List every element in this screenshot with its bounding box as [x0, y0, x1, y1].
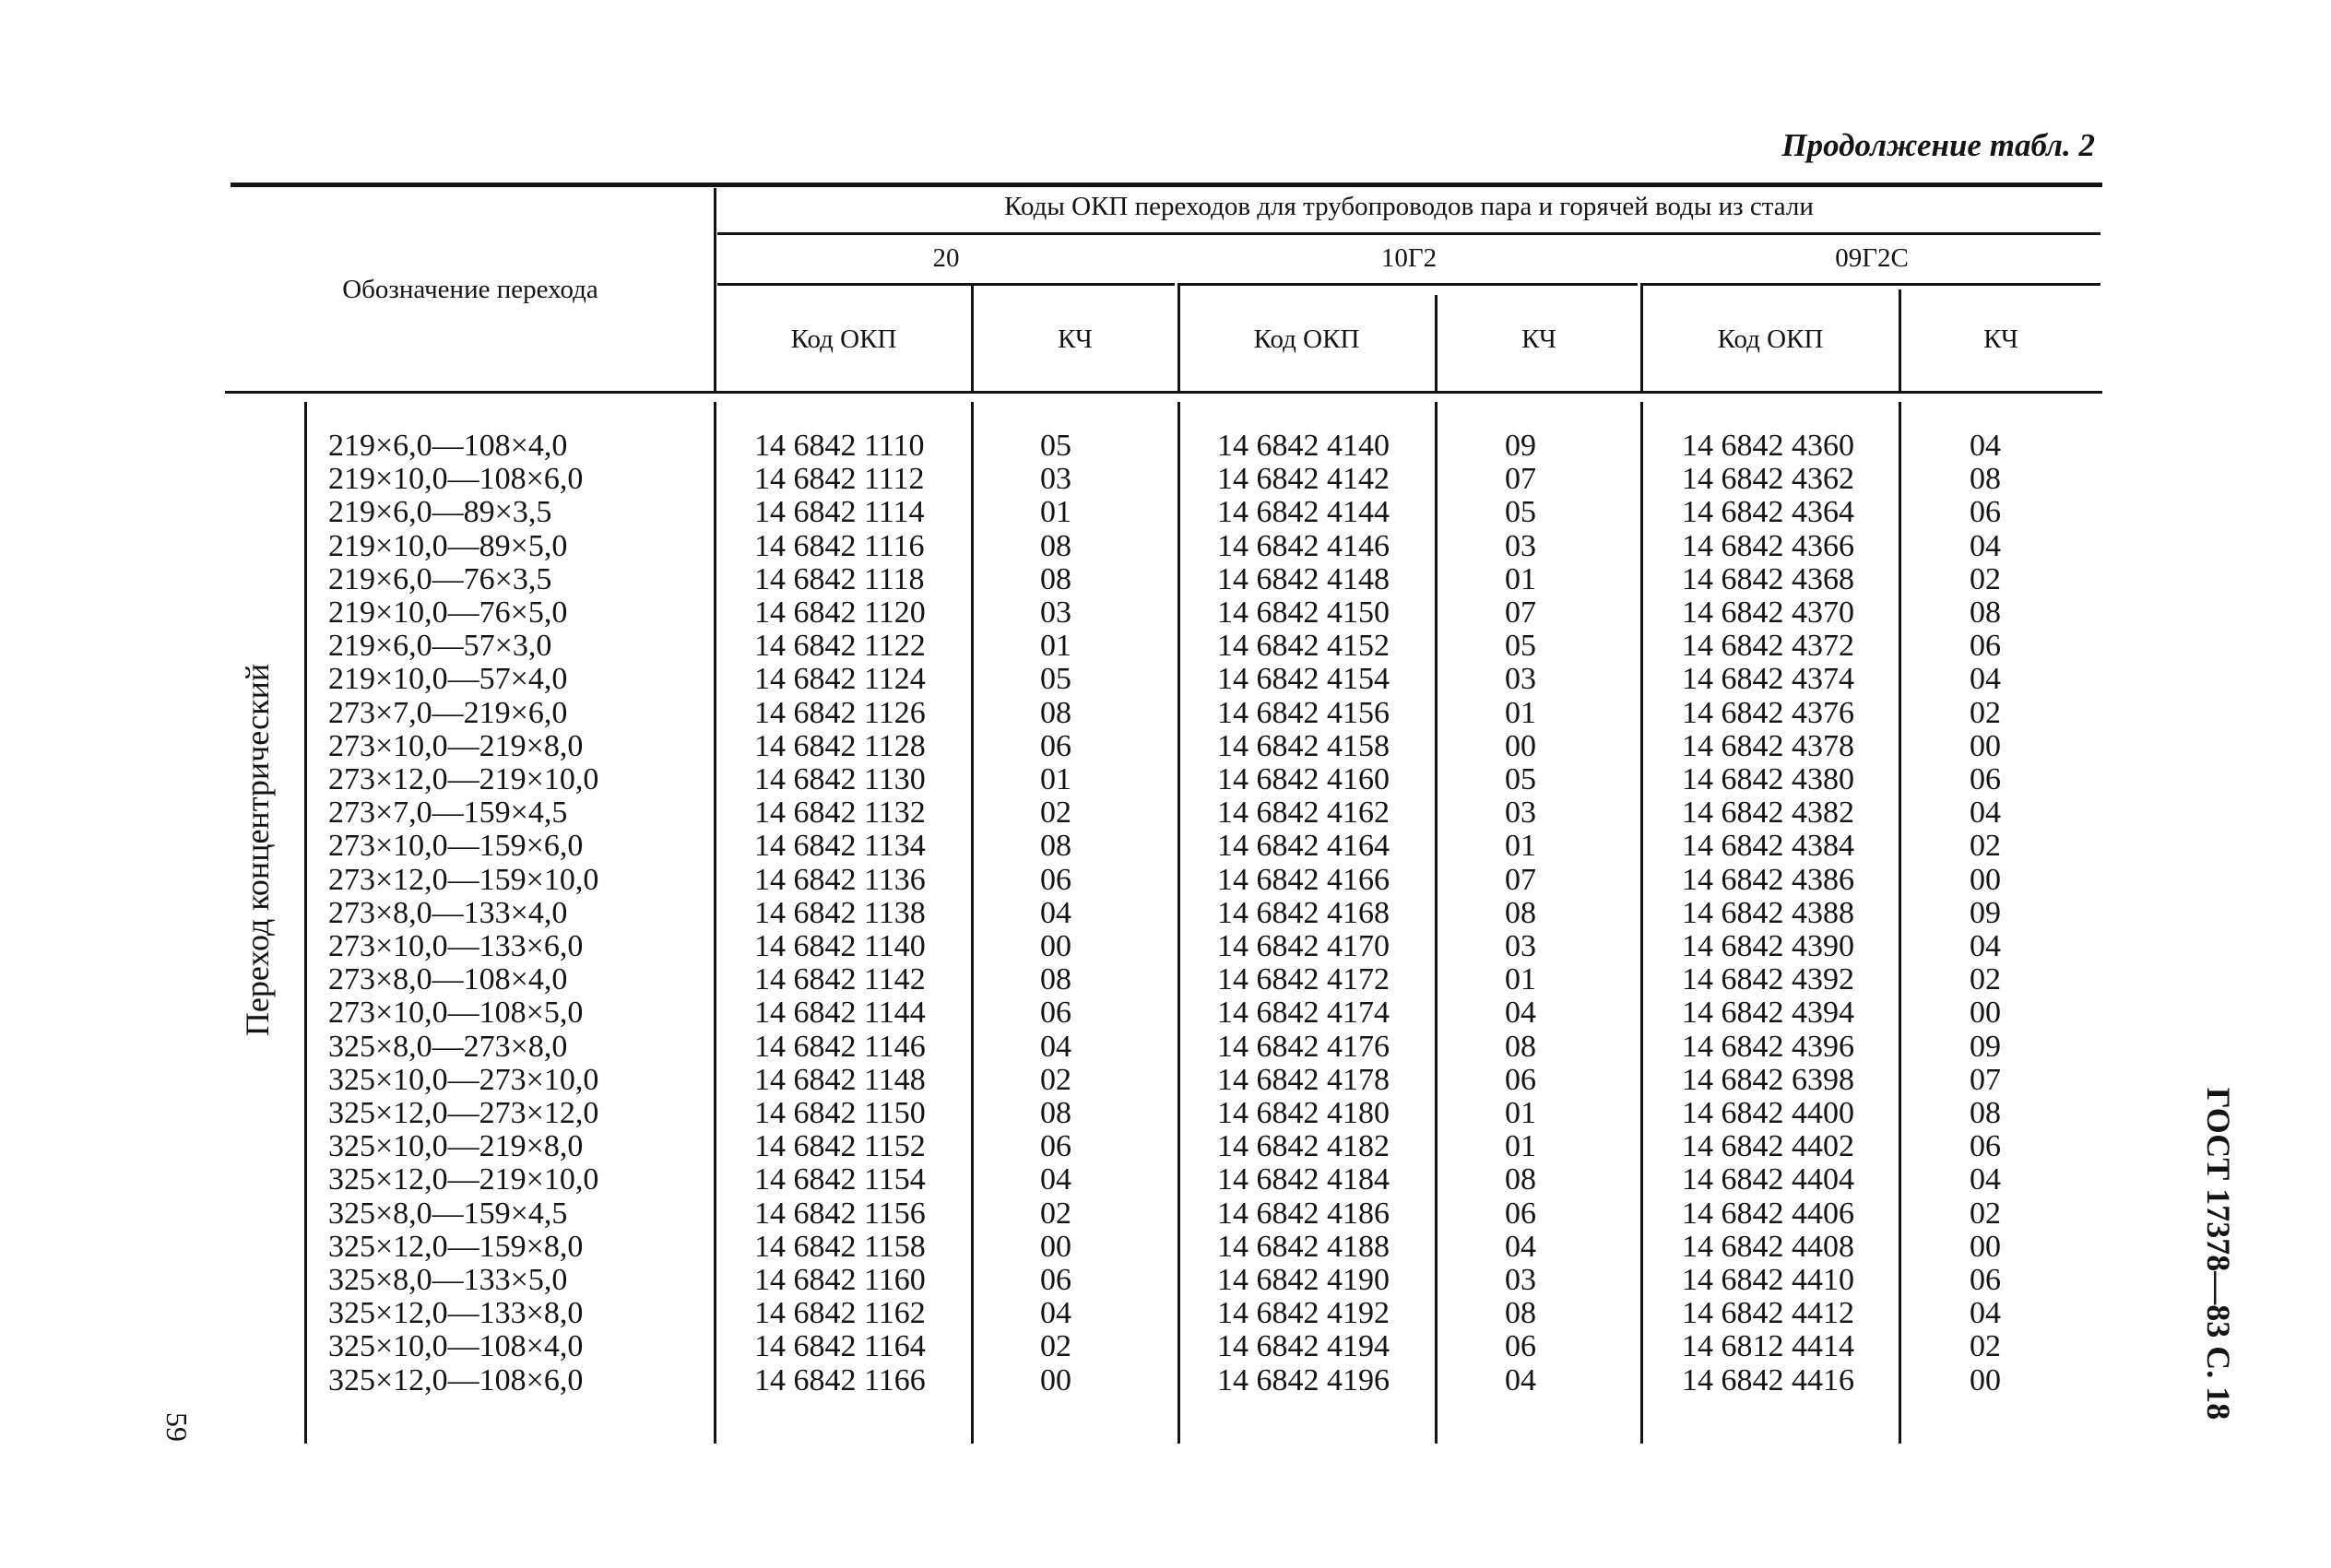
header-rule-steel3	[1643, 283, 2100, 286]
header-kch-3: КЧ	[1983, 324, 2018, 354]
header-steel-20: 20	[932, 243, 960, 273]
cell-kch-09g2s: 02	[1970, 1329, 2001, 1364]
cell-kch-20: 01	[1040, 495, 1071, 530]
table-top-rule	[231, 183, 2102, 187]
cell-code-09g2s: 14 6842 4412	[1682, 1296, 1854, 1331]
cell-kch-09g2s: 04	[1970, 528, 2001, 563]
col-divider-body-3	[1435, 402, 1438, 1444]
cell-code-20: 14 6842 1166	[754, 1362, 926, 1397]
cell-code-20: 14 6842 1114	[754, 495, 925, 530]
cell-code-20: 14 6842 1118	[754, 561, 925, 596]
cell-code-09g2s: 14 6842 4390	[1682, 929, 1854, 963]
cell-code-09g2s: 14 6842 4388	[1682, 895, 1854, 930]
cell-code-09g2s: 14 6842 4416	[1682, 1362, 1854, 1397]
col-divider-body-4	[1640, 402, 1643, 1444]
cell-code-09g2s: 14 6842 4374	[1682, 662, 1854, 697]
cell-kch-10g2: 09	[1505, 429, 1536, 463]
cell-kch-10g2: 01	[1505, 829, 1536, 864]
cell-kch-10g2: 08	[1505, 1296, 1536, 1331]
cell-kch-09g2s: 04	[1970, 662, 2001, 697]
header-group-title: Коды ОКП переходов для трубопроводов пара и горячей воды из стали	[1004, 192, 1814, 221]
cell-designation: 219×10,0—108×6,0	[328, 462, 584, 497]
cell-code-10g2: 14 6842 4196	[1217, 1362, 1390, 1397]
cell-designation: 219×10,0—76×5,0	[328, 595, 568, 630]
cell-kch-09g2s: 06	[1970, 629, 2001, 664]
cell-code-20: 14 6842 1136	[754, 862, 926, 897]
cell-kch-10g2: 06	[1505, 1329, 1536, 1364]
cell-designation: 219×6,0—76×3,5	[328, 561, 552, 596]
header-code-3: Код ОКП	[1717, 324, 1824, 354]
cell-designation: 219×6,0—89×3,5	[328, 495, 552, 530]
cell-kch-20: 00	[1040, 1362, 1071, 1397]
cell-kch-20: 02	[1040, 1329, 1071, 1364]
cell-designation: 325×8,0—133×5,0	[328, 1263, 568, 1297]
cell-kch-20: 00	[1040, 1229, 1071, 1264]
cell-code-20: 14 6842 1120	[754, 595, 926, 630]
cell-designation: 325×10,0—108×4,0	[328, 1329, 584, 1364]
cell-code-09g2s: 14 6842 4384	[1682, 829, 1854, 864]
cell-designation: 273×10,0—159×6,0	[328, 829, 584, 864]
cell-code-20: 14 6842 1116	[754, 528, 925, 563]
cell-code-20: 14 6842 1164	[754, 1329, 926, 1364]
cell-code-09g2s: 14 6842 4382	[1682, 796, 1854, 831]
cell-code-20: 14 6842 1160	[754, 1263, 926, 1297]
header-rule-steel1	[717, 283, 1175, 286]
cell-kch-20: 04	[1040, 1029, 1071, 1064]
side-label: Переход концентрический	[239, 663, 276, 1037]
cell-kch-09g2s: 04	[1970, 929, 2001, 963]
cell-code-20: 14 6842 1154	[754, 1162, 926, 1197]
cell-designation: 273×8,0—108×4,0	[328, 962, 568, 997]
cell-kch-20: 01	[1040, 762, 1071, 796]
cell-code-10g2: 14 6842 4150	[1217, 595, 1390, 630]
cell-code-09g2s: 14 6812 4414	[1682, 1329, 1854, 1364]
cell-code-20: 14 6842 1148	[754, 1062, 926, 1097]
cell-designation: 325×8,0—273×8,0	[328, 1029, 568, 1064]
cell-kch-20: 08	[1040, 829, 1071, 864]
cell-kch-09g2s: 02	[1970, 829, 2001, 864]
cell-kch-20: 06	[1040, 1263, 1071, 1297]
cell-designation: 219×10,0—89×5,0	[328, 528, 568, 563]
cell-code-20: 14 6842 1110	[754, 429, 925, 463]
cell-code-09g2s: 14 6842 4362	[1682, 462, 1854, 497]
cell-code-20: 14 6842 1130	[754, 762, 926, 796]
cell-designation: 273×10,0—133×6,0	[328, 929, 584, 963]
col-divider-body-2	[1177, 402, 1180, 1444]
cell-code-10g2: 14 6842 4178	[1217, 1062, 1390, 1097]
cell-code-09g2s: 14 6842 4360	[1682, 429, 1854, 463]
cell-designation: 273×12,0—219×10,0	[328, 762, 599, 796]
cell-designation: 273×8,0—133×4,0	[328, 895, 568, 930]
cell-code-20: 14 6842 1126	[754, 695, 926, 730]
cell-code-10g2: 14 6842 4162	[1217, 796, 1390, 831]
cell-code-10g2: 14 6842 4180	[1217, 1096, 1390, 1130]
cell-code-10g2: 14 6842 4154	[1217, 662, 1390, 697]
cell-kch-20: 08	[1040, 561, 1071, 596]
cell-code-10g2: 14 6842 4160	[1217, 762, 1390, 796]
cell-kch-09g2s: 04	[1970, 796, 2001, 831]
cell-code-09g2s: 14 6842 4402	[1682, 1129, 1854, 1164]
cell-code-10g2: 14 6842 4156	[1217, 695, 1390, 730]
cell-kch-09g2s: 04	[1970, 1296, 2001, 1331]
cell-code-20: 14 6842 1140	[754, 929, 926, 963]
cell-kch-20: 02	[1040, 1062, 1071, 1097]
cell-designation: 219×6,0—108×4,0	[328, 429, 568, 463]
cell-designation: 273×7,0—159×4,5	[328, 796, 568, 831]
cell-kch-09g2s: 06	[1970, 762, 2001, 796]
cell-code-20: 14 6842 1138	[754, 895, 926, 930]
cell-kch-10g2: 01	[1505, 695, 1536, 730]
cell-code-10g2: 14 6842 4188	[1217, 1229, 1390, 1264]
cell-code-09g2s: 14 6842 4372	[1682, 629, 1854, 664]
cell-kch-09g2s: 02	[1970, 695, 2001, 730]
cell-designation: 273×12,0—159×10,0	[328, 862, 599, 897]
cell-kch-10g2: 08	[1505, 895, 1536, 930]
cell-code-10g2: 14 6842 4146	[1217, 528, 1390, 563]
table-caption: Продолжение табл. 2	[1781, 127, 2095, 163]
cell-code-10g2: 14 6842 4182	[1217, 1129, 1390, 1164]
cell-code-10g2: 14 6842 4184	[1217, 1162, 1390, 1197]
cell-kch-09g2s: 02	[1970, 962, 2001, 997]
cell-kch-09g2s: 08	[1970, 462, 2001, 497]
cell-kch-09g2s: 04	[1970, 1162, 2001, 1197]
cell-code-09g2s: 14 6842 4378	[1682, 728, 1854, 763]
cell-kch-10g2: 07	[1505, 595, 1536, 630]
cell-code-10g2: 14 6842 4190	[1217, 1263, 1390, 1297]
header-rule-group	[717, 232, 2100, 235]
cell-code-09g2s: 14 6842 6398	[1682, 1062, 1854, 1097]
cell-kch-20: 01	[1040, 629, 1071, 664]
header-steel-09g2s: 09Г2С	[1835, 243, 1909, 273]
cell-kch-10g2: 04	[1505, 1362, 1536, 1397]
cell-code-09g2s: 14 6842 4386	[1682, 862, 1854, 897]
cell-kch-09g2s: 09	[1970, 1029, 2001, 1064]
cell-code-20: 14 6842 1152	[754, 1129, 926, 1164]
cell-code-10g2: 14 6842 4158	[1217, 728, 1390, 763]
cell-kch-09g2s: 00	[1970, 862, 2001, 897]
cell-code-09g2s: 14 6842 4396	[1682, 1029, 1854, 1064]
cell-designation: 325×12,0—133×8,0	[328, 1296, 584, 1331]
cell-kch-09g2s: 00	[1970, 996, 2001, 1031]
cell-kch-10g2: 03	[1505, 528, 1536, 563]
cell-kch-20: 02	[1040, 796, 1071, 831]
header-designation: Обозначение перехода	[342, 275, 598, 304]
cell-code-10g2: 14 6842 4166	[1217, 862, 1390, 897]
cell-kch-20: 08	[1040, 1096, 1071, 1130]
col-divider-body-side	[304, 402, 307, 1444]
cell-designation: 219×6,0—57×3,0	[328, 629, 552, 664]
cell-designation: 273×10,0—108×5,0	[328, 996, 584, 1031]
cell-kch-20: 06	[1040, 1129, 1071, 1164]
cell-code-20: 14 6842 1132	[754, 796, 926, 831]
cell-designation: 325×8,0—159×4,5	[328, 1196, 568, 1231]
cell-designation: 325×12,0—219×10,0	[328, 1162, 599, 1197]
cell-kch-09g2s: 02	[1970, 561, 2001, 596]
header-kch-1: КЧ	[1058, 324, 1093, 354]
cell-code-09g2s: 14 6842 4408	[1682, 1229, 1854, 1264]
cell-kch-20: 02	[1040, 1196, 1071, 1231]
header-bottom-rule	[225, 391, 2102, 394]
col-divider-header-0	[714, 188, 716, 391]
cell-code-09g2s: 14 6842 4364	[1682, 495, 1854, 530]
cell-designation: 273×10,0—219×8,0	[328, 728, 584, 763]
cell-code-09g2s: 14 6842 4410	[1682, 1263, 1854, 1297]
cell-designation: 325×12,0—273×12,0	[328, 1096, 599, 1130]
cell-kch-20: 06	[1040, 728, 1071, 763]
header-code-1: Код ОКП	[790, 324, 897, 354]
cell-code-20: 14 6842 1122	[754, 629, 926, 664]
cell-kch-10g2: 06	[1505, 1062, 1536, 1097]
cell-code-09g2s: 14 6842 4366	[1682, 528, 1854, 563]
cell-kch-20: 00	[1040, 929, 1071, 963]
cell-kch-10g2: 03	[1505, 929, 1536, 963]
cell-kch-10g2: 00	[1505, 728, 1536, 763]
cell-kch-09g2s: 06	[1970, 1263, 2001, 1297]
cell-code-09g2s: 14 6842 4404	[1682, 1162, 1854, 1197]
cell-kch-09g2s: 00	[1970, 728, 2001, 763]
cell-kch-10g2: 04	[1505, 996, 1536, 1031]
cell-designation: 219×10,0—57×4,0	[328, 662, 568, 697]
cell-kch-09g2s: 00	[1970, 1362, 2001, 1397]
cell-code-20: 14 6842 1128	[754, 728, 926, 763]
cell-kch-10g2: 08	[1505, 1029, 1536, 1064]
cell-code-10g2: 14 6842 4186	[1217, 1196, 1390, 1231]
cell-code-20: 14 6842 1124	[754, 662, 926, 697]
cell-kch-20: 05	[1040, 429, 1071, 463]
cell-designation: 325×12,0—159×8,0	[328, 1229, 584, 1264]
cell-kch-09g2s: 07	[1970, 1062, 2001, 1097]
cell-kch-10g2: 03	[1505, 662, 1536, 697]
cell-code-10g2: 14 6842 4176	[1217, 1029, 1390, 1064]
cell-code-09g2s: 14 6842 4392	[1682, 962, 1854, 997]
cell-designation: 273×7,0—219×6,0	[328, 695, 568, 730]
cell-code-10g2: 14 6842 4194	[1217, 1329, 1390, 1364]
cell-kch-10g2: 01	[1505, 1129, 1536, 1164]
cell-kch-10g2: 01	[1505, 1096, 1536, 1130]
cell-kch-20: 08	[1040, 695, 1071, 730]
cell-kch-20: 08	[1040, 528, 1071, 563]
cell-kch-10g2: 05	[1505, 629, 1536, 664]
cell-code-10g2: 14 6842 4140	[1217, 429, 1390, 463]
standard-label: ГОСТ 17378—83 С. 18	[2200, 1087, 2237, 1421]
cell-code-10g2: 14 6842 4142	[1217, 462, 1390, 497]
cell-code-10g2: 14 6842 4170	[1217, 929, 1390, 963]
cell-code-09g2s: 14 6842 4370	[1682, 595, 1854, 630]
cell-code-10g2: 14 6842 4152	[1217, 629, 1390, 664]
cell-designation: 325×10,0—273×10,0	[328, 1062, 599, 1097]
cell-code-20: 14 6842 1158	[754, 1229, 926, 1264]
cell-code-20: 14 6842 1150	[754, 1096, 926, 1130]
cell-code-20: 14 6842 1144	[754, 996, 926, 1031]
cell-kch-10g2: 04	[1505, 1229, 1536, 1264]
cell-kch-20: 04	[1040, 1162, 1071, 1197]
header-steel-10g2: 10Г2	[1380, 243, 1438, 273]
col-divider-body-5	[1899, 402, 1901, 1444]
cell-code-20: 14 6842 1112	[754, 462, 925, 497]
cell-kch-09g2s: 08	[1970, 1096, 2001, 1130]
cell-code-20: 14 6842 1162	[754, 1296, 926, 1331]
cell-kch-20: 08	[1040, 962, 1071, 997]
cell-kch-20: 03	[1040, 595, 1071, 630]
header-rule-steel2	[1180, 283, 1638, 286]
header-kch-2: КЧ	[1521, 324, 1556, 354]
cell-code-10g2: 14 6842 4168	[1217, 895, 1390, 930]
cell-kch-20: 04	[1040, 1296, 1071, 1331]
cell-kch-10g2: 03	[1505, 796, 1536, 831]
cell-code-10g2: 14 6842 4148	[1217, 561, 1390, 596]
cell-kch-09g2s: 08	[1970, 595, 2001, 630]
cell-designation: 325×12,0—108×6,0	[328, 1362, 584, 1397]
cell-kch-20: 03	[1040, 462, 1071, 497]
cell-kch-10g2: 05	[1505, 762, 1536, 796]
page-number: 59	[160, 1412, 194, 1442]
cell-kch-09g2s: 00	[1970, 1229, 2001, 1264]
cell-code-09g2s: 14 6842 4380	[1682, 762, 1854, 796]
cell-kch-10g2: 07	[1505, 462, 1536, 497]
cell-kch-10g2: 05	[1505, 495, 1536, 530]
cell-kch-20: 05	[1040, 662, 1071, 697]
cell-code-10g2: 14 6842 4172	[1217, 962, 1390, 997]
cell-kch-09g2s: 06	[1970, 495, 2001, 530]
cell-code-10g2: 14 6842 4164	[1217, 829, 1390, 864]
cell-designation: 325×10,0—219×8,0	[328, 1129, 584, 1164]
cell-kch-10g2: 01	[1505, 561, 1536, 596]
cell-kch-10g2: 03	[1505, 1263, 1536, 1297]
cell-kch-20: 06	[1040, 862, 1071, 897]
cell-code-20: 14 6842 1142	[754, 962, 926, 997]
cell-code-20: 14 6842 1156	[754, 1196, 926, 1231]
col-divider-body-0	[714, 402, 716, 1444]
cell-kch-10g2: 08	[1505, 1162, 1536, 1197]
cell-code-10g2: 14 6842 4174	[1217, 996, 1390, 1031]
cell-code-09g2s: 14 6842 4368	[1682, 561, 1854, 596]
cell-kch-10g2: 01	[1505, 962, 1536, 997]
cell-code-09g2s: 14 6842 4376	[1682, 695, 1854, 730]
cell-kch-09g2s: 04	[1970, 429, 2001, 463]
cell-code-09g2s: 14 6842 4406	[1682, 1196, 1854, 1231]
cell-code-20: 14 6842 1134	[754, 829, 926, 864]
cell-code-09g2s: 14 6842 4400	[1682, 1096, 1854, 1130]
header-code-2: Код ОКП	[1253, 324, 1360, 354]
cell-kch-09g2s: 09	[1970, 895, 2001, 930]
cell-kch-09g2s: 02	[1970, 1196, 2001, 1231]
cell-code-20: 14 6842 1146	[754, 1029, 926, 1064]
cell-kch-20: 06	[1040, 996, 1071, 1031]
cell-kch-09g2s: 06	[1970, 1129, 2001, 1164]
cell-code-10g2: 14 6842 4144	[1217, 495, 1390, 530]
cell-code-10g2: 14 6842 4192	[1217, 1296, 1390, 1331]
cell-code-09g2s: 14 6842 4394	[1682, 996, 1854, 1031]
cell-kch-10g2: 06	[1505, 1196, 1536, 1231]
cell-kch-20: 04	[1040, 895, 1071, 930]
col-divider-body-1	[971, 402, 974, 1444]
cell-kch-10g2: 07	[1505, 862, 1536, 897]
